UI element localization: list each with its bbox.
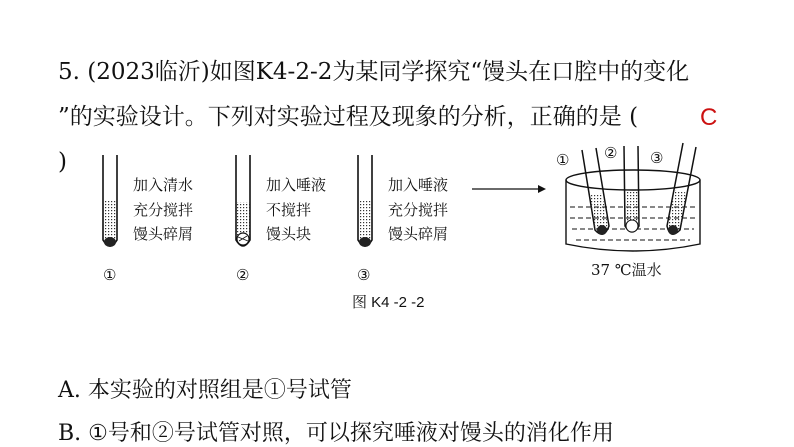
question-line-3: ) <box>58 149 67 175</box>
answer-mark: C <box>700 104 718 131</box>
tube3-label-1: 加入唾液 <box>388 176 449 194</box>
bath-tube-2 <box>624 146 639 232</box>
tube1-label-3: 馒头碎屑 <box>133 225 194 243</box>
figure-caption: 图 K4 -2 -2 <box>352 294 425 311</box>
bath-tube2-number: ② <box>604 144 618 162</box>
tube3-label-2: 充分搅拌 <box>388 201 449 219</box>
tube1-label-1: 加入清水 <box>133 176 194 194</box>
tube1-number: ① <box>103 266 117 284</box>
tube3-number: ③ <box>357 266 371 284</box>
tube2-label-1: 加入唾液 <box>266 176 327 194</box>
tube2-number: ② <box>236 266 250 284</box>
bath-tube-3 <box>667 143 696 235</box>
tube2-label-3: 馒头块 <box>266 225 312 243</box>
bath-tube3-number: ③ <box>650 149 664 167</box>
tube2-label-2: 不搅拌 <box>266 201 312 219</box>
water-bath-label: 37 ℃温水 <box>591 261 662 279</box>
test-tube-1 <box>103 155 117 247</box>
option-b: B. ①号和②号试管对照，可以探究唾液对馒头的消化作用 <box>58 421 614 446</box>
tube1-label-2: 充分搅拌 <box>133 201 194 219</box>
question-line-1: 5. (2023临沂)如图K4-2-2为某同学探究“馒头在口腔中的变化 <box>58 59 690 85</box>
bath-tube1-number: ① <box>556 151 570 169</box>
option-a: A. 本实验的对照组是①号试管 <box>58 378 352 403</box>
test-tube-3 <box>358 155 372 247</box>
tube3-label-3: 馒头碎屑 <box>388 225 449 243</box>
test-tube-2 <box>236 155 250 246</box>
question-line-2: ”的实验设计。下列对实验过程及现象的分析，正确的是 ( <box>58 104 639 130</box>
arrow-right-icon <box>472 185 546 193</box>
